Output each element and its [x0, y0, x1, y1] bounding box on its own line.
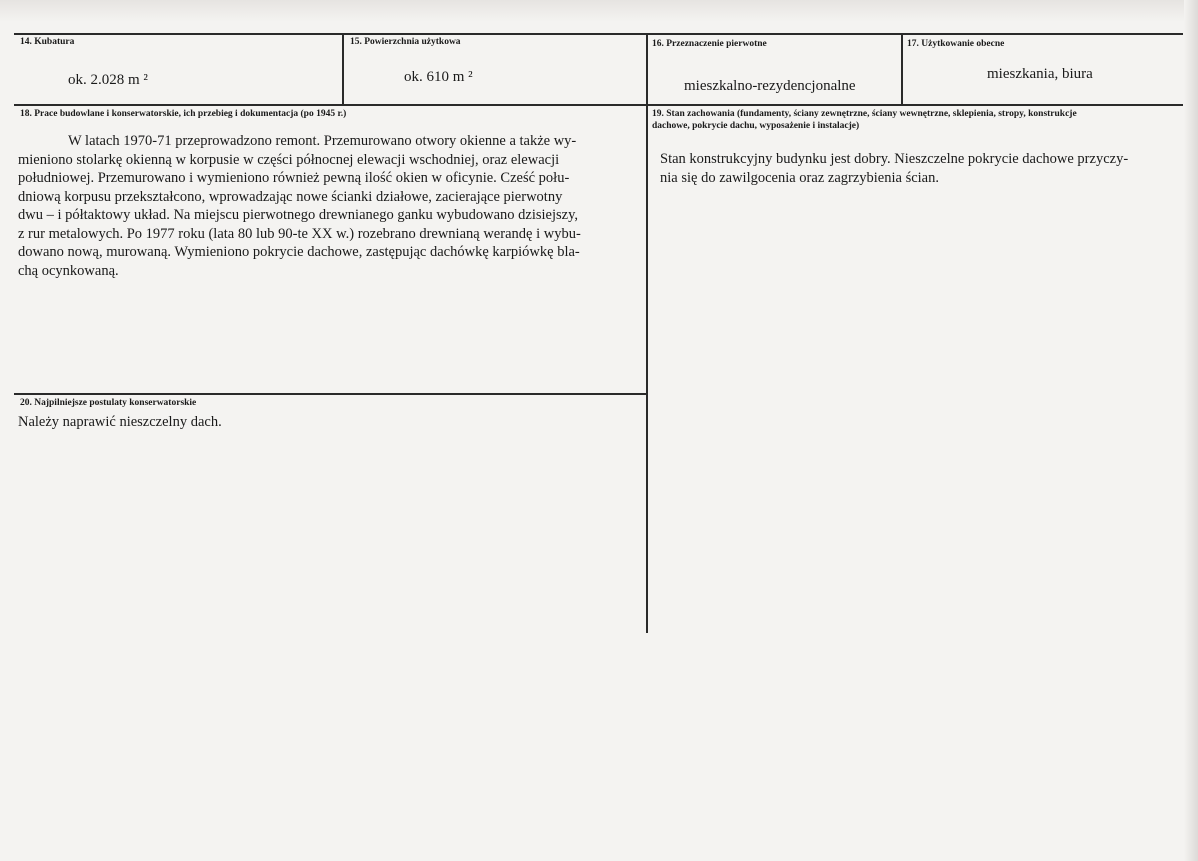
- section-divider-18-20: [14, 393, 648, 395]
- scan-shadow-right: [1184, 0, 1198, 861]
- label-line: dachowe, pokrycie dachu, wyposażenie i instalacje): [652, 121, 860, 131]
- col-divider-main: [646, 33, 648, 633]
- field-14-label: 14. Kubatura: [20, 37, 75, 47]
- field-18-text: [18, 132, 644, 280]
- text-line: nia się do zawilgocenia oraz zagrzybienia ścian.: [660, 169, 939, 186]
- text-line: W latach 1970-71 przeprowadzono remont. Przemurowano otwory okienne a także wy-: [68, 133, 577, 149]
- text-line: dwu – i półtaktowy układ. Na miejscu pierwotnego drewnianego ganku wybudowano dzisiejszy,: [18, 207, 579, 223]
- text-line: południowej. Przemurowano i wymieniono również pewną ilość okien w oficynie. Cześć połu-: [18, 170, 570, 186]
- field-20-label: 20. Najpilniejsze postulaty konserwatorskie: [20, 398, 197, 408]
- field-17-label: 17. Użytkowanie obecne: [907, 39, 1005, 49]
- field-14-value: ok. 2.028 m ²: [68, 72, 148, 88]
- field-19-text: [660, 150, 1180, 187]
- field-15-value: ok. 610 m ²: [404, 69, 473, 85]
- text-line: Stan konstrukcyjny budynku jest dobry. Nieszczelne pokrycie dachowe przyczy-: [660, 151, 1129, 167]
- row-divider: [14, 104, 1183, 106]
- label-line: 19. Stan zachowania (fundamenty, ściany zewnętrzne, ściany wewnętrzne, sklepienia, stropy, konstrukcje: [652, 109, 1077, 119]
- field-19-label: [652, 108, 1077, 132]
- field-16-value: mieszkalno-rezydencjonalne: [684, 78, 856, 94]
- col-divider-14-15: [342, 33, 344, 104]
- text-line: z rur metalowych. Po 1977 roku (lata 80 lub 90-te XX w.) rozebrano drewnianą werandę i wybu-: [18, 225, 581, 242]
- field-17-value: mieszkania, biura: [987, 66, 1093, 82]
- field-18-label: 18. Prace budowlane i konserwatorskie, ich przebieg i dokumentacja (po 1945 r.): [20, 109, 347, 119]
- text-line: chą ocynkowaną.: [18, 262, 119, 279]
- field-20-value: Należy naprawić nieszczelny dach.: [18, 414, 222, 430]
- top-rule: [14, 33, 1183, 35]
- col-divider-16-17: [901, 33, 903, 104]
- field-16-label: 16. Przeznaczenie pierwotne: [652, 39, 767, 49]
- text-line: dniową korpusu przekształcono, wprowadzając nowe ścianki działowe, zacierające pierwotny: [18, 188, 563, 205]
- scan-shadow-top: [0, 0, 1198, 22]
- text-line: mieniono stolarkę okienną w korpusie w części północnej elewacji wschodniej, oraz elewacji: [18, 151, 560, 168]
- text-line: dowano nową, murowaną. Wymieniono pokrycie dachowe, zastępując dachówkę karpiówkę bla-: [18, 244, 580, 260]
- field-15-label: 15. Powierzchnia użytkowa: [350, 37, 461, 47]
